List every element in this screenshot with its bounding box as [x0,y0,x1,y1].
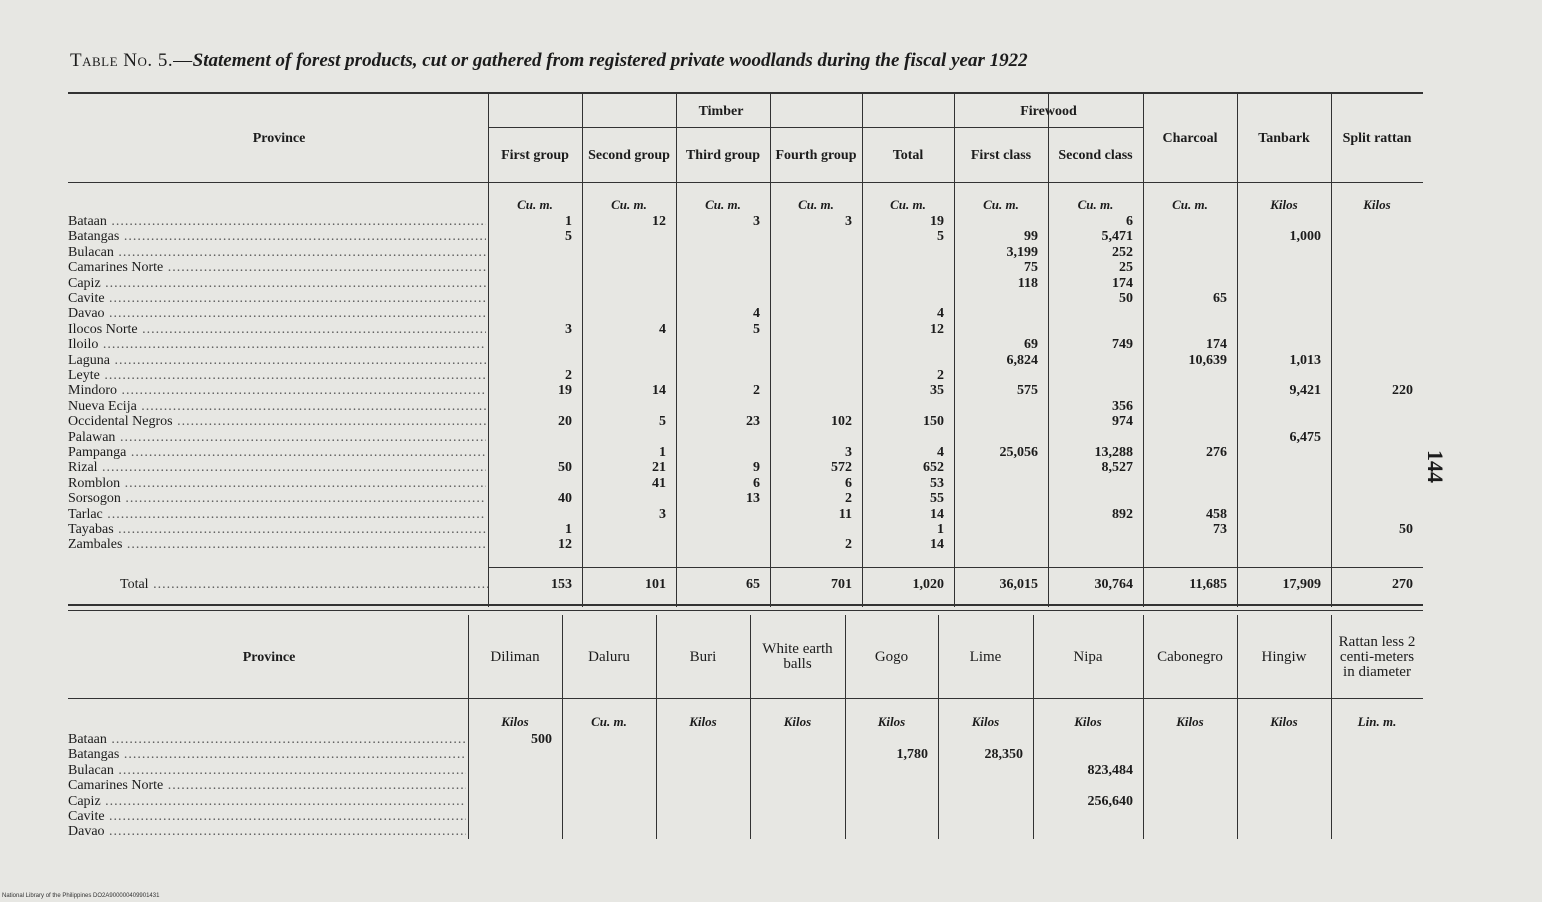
table-cell: 11 [838,506,852,522]
unit-label: Kilos [1363,197,1391,212]
table-cell: 1,000 [1289,229,1321,245]
table-cell: 823,484 [1087,762,1133,778]
row-province: Bulacan ..... [68,763,466,778]
table-cell: 256,640 [1087,793,1133,809]
total-row-label: Total ..... [120,577,488,592]
column-header: Third group [685,147,761,163]
total-cell: 17,909 [1282,577,1321,592]
table-cell: 75 [1024,260,1038,276]
table-cell: 5 [937,229,944,245]
column-header: Buri [689,648,717,665]
table-cell: 25,056 [999,445,1038,460]
table-cell: 458 [1206,506,1227,522]
unit-label: Kilos [783,714,812,729]
table-cell: 14 [930,506,944,522]
table-cell: 500 [531,732,552,747]
table-cell: 10,639 [1188,352,1227,368]
row-province: Bataan ..... [68,214,486,229]
row-province: Cavite ..... [68,809,466,824]
unit-label: Kilos [1074,714,1102,729]
unit-label: Cu. m. [517,197,553,212]
column-header: Hingiw [1261,648,1307,665]
column-header: Nipa [1073,648,1103,665]
table-cell: 23 [746,414,760,430]
rule-line [68,92,1423,94]
firewood-group-header: Firewood [1020,103,1077,119]
table-cell: 220 [1392,383,1413,399]
row-province: Bulacan ..... [68,245,486,260]
table-cell: 3 [659,506,666,522]
row-province: Palawan ..... [68,430,486,445]
province-header: Province [242,649,296,665]
column-header: Diliman [490,648,540,665]
row-province: Capiz ..... [68,794,466,809]
column-header: Split rattan [1342,130,1412,146]
table-cell: 1,013 [1289,352,1321,368]
unit-label: Kilos [877,714,906,729]
table-cell: 3 [845,214,852,229]
table-cell: 35 [930,383,944,399]
column-divider [1237,93,1238,607]
table-cell: 4 [753,306,760,322]
table-cell: 276 [1206,445,1227,460]
table-cell: 4 [937,306,944,322]
row-province: Cavite ..... [68,291,486,306]
column-header: Rattan less 2 centi-meters in diameter [1338,633,1416,680]
unit-label: Cu. m. [798,197,834,212]
total-cell: 701 [831,577,852,592]
table-cell: 5,471 [1101,229,1133,245]
row-province: Rizal ..... [68,460,486,475]
table-cell: 174 [1112,275,1133,291]
table-cell: 8,527 [1101,460,1133,476]
row-province: Tayabas ..... [68,522,486,537]
row-province: Leyte ..... [68,368,486,383]
table-cell: 19 [930,214,944,229]
column-divider [1331,93,1332,607]
column-header: Lime [969,648,1002,665]
unit-label: Cu. m. [1077,197,1114,212]
table-cell: 2 [845,537,852,553]
table-cell: 174 [1206,337,1227,353]
row-province: Camarines Norte ..... [68,260,486,275]
table-cell: 99 [1024,229,1038,245]
table-cell: 1 [565,214,572,229]
table-cell: 65 [1213,291,1227,306]
table-cell: 974 [1112,414,1133,430]
unit-label: Cu. m. [1172,197,1208,212]
unit-label: Kilos [1176,714,1204,729]
column-divider [954,93,955,607]
table-cell: 5 [565,229,572,245]
footer-credit: National Library of the Philippines DO2A900000409901431 [2,893,160,899]
column-divider [488,93,489,607]
table-cell: 2 [753,383,760,399]
unit-label: Kilos [971,714,1000,729]
table-cell: 6 [1126,214,1133,229]
table-cell: 6 [753,475,760,491]
table-cell: 102 [831,414,852,430]
table-cell: 3 [565,321,572,337]
unit-label: Cu. m. [983,197,1019,212]
unit-label: Cu. m. [890,197,926,212]
unit-label: Lin. m. [1357,714,1397,729]
row-province: Tarlac ..... [68,507,486,522]
rule-line [68,698,1423,699]
column-header: Second group [588,147,670,163]
table-cell: 25 [1119,260,1133,276]
column-header: Tanbark [1258,130,1310,146]
table-cell: 749 [1112,337,1133,353]
table-cell: 4 [659,321,666,337]
table-cell: 12 [930,321,944,337]
column-divider [582,93,583,607]
table-cell: 5 [753,321,760,337]
table-cell: 3 [753,214,760,229]
rule-line [68,182,1423,183]
table-number: Table No. 5.— [70,50,193,71]
page-number: 144 [1423,450,1448,483]
row-province: Laguna ..... [68,353,486,368]
row-province: Capiz ..... [68,276,486,291]
table-cell: 2 [845,491,852,507]
unit-label: Cu. m. [611,197,647,212]
column-header: Total [892,147,924,163]
table-cell: 572 [831,460,852,476]
table-cell: 41 [652,475,666,491]
table-cell: 1 [937,522,944,537]
table-cell: 55 [930,491,944,507]
table-cell: 150 [923,414,944,430]
table-cell: 1 [659,445,666,460]
column-divider [770,93,771,607]
table-cell: 19 [558,383,572,399]
column-header: First group [501,147,569,163]
unit-label: Kilos [1270,197,1298,212]
column-header: Cabonegro [1157,648,1223,665]
page-title [70,50,1028,72]
column-header: Second class [1058,147,1133,163]
row-province: Batangas ..... [68,747,466,762]
table-cell: 69 [1024,337,1038,353]
table-cell: 6,475 [1289,429,1321,445]
table-cell: 40 [558,491,572,507]
row-province: Ilocos Norte ..... [68,322,486,337]
rule-line [488,567,1423,568]
total-cell: 65 [746,577,760,592]
rule-line [68,610,1423,611]
table-cell: 50 [1399,522,1413,537]
table-cell: 50 [558,460,572,476]
table-cell: 28,350 [984,747,1023,763]
table-cell: 9,421 [1289,383,1321,399]
row-province: Iloilo ..... [68,337,486,352]
table-cell: 14 [930,537,944,553]
table-description: Statement of forest products, cut or gathered from registered private woodlands during the fiscal year 1922 [192,50,1028,71]
table-cell: 5 [659,414,666,430]
total-cell: 153 [551,577,572,592]
table-cell: 73 [1213,522,1227,537]
total-cell: 101 [645,577,666,592]
column-header: White earth balls [762,641,833,672]
timber-group-header: Timber [698,103,744,119]
total-cell: 36,015 [999,577,1038,592]
table-cell: 575 [1017,383,1038,399]
table-cell: 356 [1112,398,1133,414]
row-province: Nueva Ecija ..... [68,399,486,414]
table-cell: 53 [930,475,944,491]
column-header: Charcoal [1162,130,1218,146]
row-province: Bataan ..... [68,732,466,747]
table-cell: 118 [1017,275,1038,291]
row-province: Batangas ..... [68,229,486,244]
column-divider [1143,93,1144,607]
table-cell: 6 [845,475,852,491]
table-cell: 1 [565,522,572,537]
column-header: Daluru [588,648,630,665]
row-province: Zambales ..... [68,537,486,552]
table-cell: 892 [1112,506,1133,522]
table-cell: 13 [746,491,760,507]
table-cell: 9 [753,460,760,476]
column-header: Gogo [874,648,909,665]
table-cell: 6,824 [1006,352,1038,368]
row-province: Camarines Norte ..... [68,778,466,793]
column-divider [1048,93,1049,607]
table-cell: 12 [558,537,572,553]
province-header: Province [252,131,306,146]
total-cell: 11,685 [1189,577,1227,592]
total-cell: 30,764 [1094,577,1133,592]
table-cell: 20 [558,414,572,430]
table-cell: 12 [652,214,666,229]
column-header: First class [970,147,1032,163]
column-divider [676,93,677,607]
table-cell: 4 [937,445,944,460]
total-cell: 270 [1392,577,1413,592]
column-header: Fourth group [775,147,857,163]
unit-label: Cu. m. [705,197,741,212]
row-province: Occidental Negros ..... [68,414,486,429]
table-cell: 13,288 [1094,445,1133,460]
table-cell: 21 [652,460,666,476]
row-province: Mindoro ..... [68,383,486,398]
row-province: Davao ..... [68,824,466,839]
table-cell: 252 [1112,244,1133,260]
unit-label: Kilos [1270,714,1298,729]
row-province: Davao ..... [68,306,486,321]
table-cell: 3,199 [1006,244,1038,260]
row-province: Romblon ..... [68,476,486,491]
unit-label: Kilos [689,714,717,729]
row-province: Pampanga ..... [68,445,486,460]
table-cell: 3 [845,445,852,460]
row-province: Sorsogon ..... [68,491,486,506]
table-cell: 50 [1119,291,1133,306]
table-cell: 2 [937,368,944,383]
rule-line [68,604,1423,606]
unit-label: Cu. m. [591,714,627,729]
unit-label: Kilos [501,714,529,729]
column-divider [862,93,863,607]
table-cell: 2 [565,368,572,383]
table-cell: 1,780 [896,747,928,763]
table-cell: 14 [652,383,666,399]
table-cell: 652 [923,460,944,476]
total-cell: 1,020 [912,577,944,592]
